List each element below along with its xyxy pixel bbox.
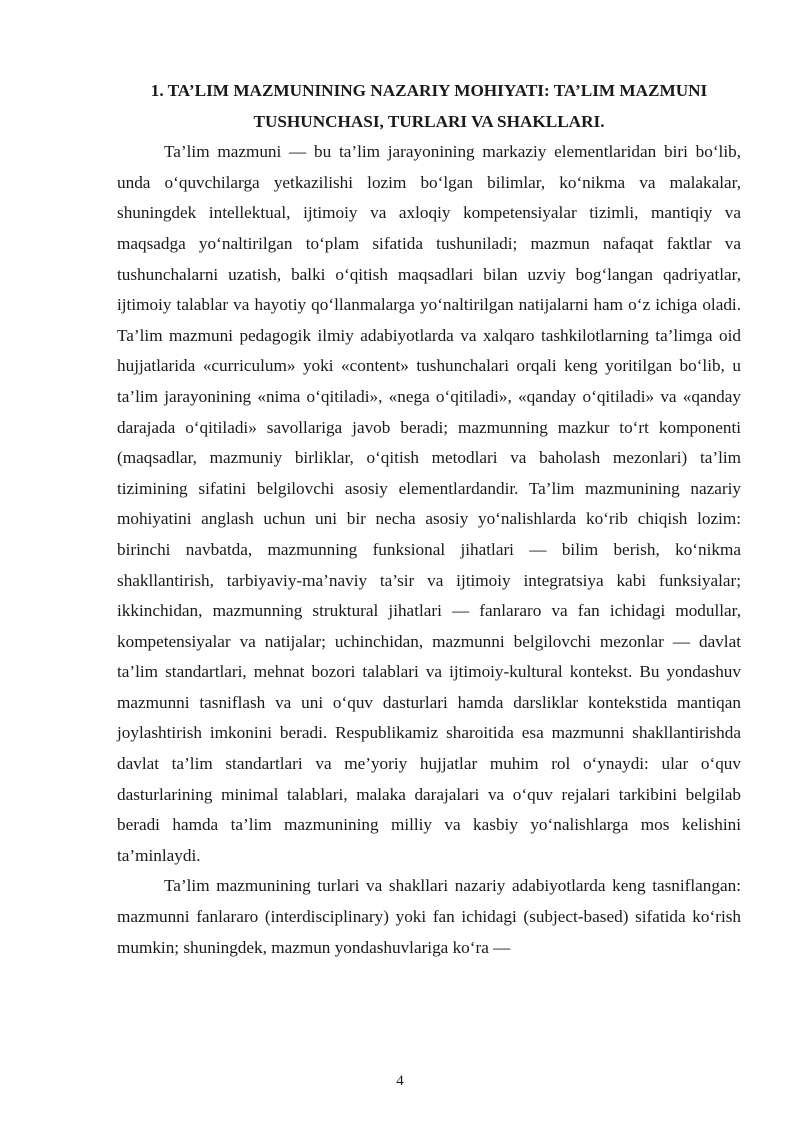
- body-paragraph-1: Ta’lim mazmuni — bu ta’lim jarayonining markaziy elementlaridan biri bo‘lib, unda o‘quvchilarga yetkazilishi lozim bo‘lgan bilimlar, ko‘nikma va malakalar, shuningdek intellektual, ijtimoiy va axloqiy kompetensiyalar tizimli, mantiqiy va maqsadga yo‘naltirilgan to‘plam sifatida tushuniladi; mazmun nafaqat faktlar va tushunchalarni uzatish, balki o‘qitish maqsadlari bilan uzviy bog‘langan qadriyatlar, ijtimoiy talablar va hayotiy qo‘llanmalarga yo‘naltirilgan natijalarni ham o‘z ichiga oladi. Ta’lim mazmuni pedagogik ilmiy adabiyotlarda va xalqaro tashkilotlarning ta’limga oid hujjatlarida «curriculum» yoki «content» tushunchalari orqali keng yoritilgan bo‘lib, u ta’lim jarayonining «nima o‘qitiladi», «nega o‘qitiladi», «qanday o‘qitiladi» va «qanday darajada o‘qitiladi» savollariga javob beradi; mazmunning mazkur to‘rt komponenti (maqsadlar, mazmuniy birliklar, o‘qitish metodlari va baholash mezonlari) ta’lim tizimining sifatini belgilovchi asosiy elementlardandir. Ta’lim mazmunining nazariy mohiyatini anglash uchun uni bir necha asosiy yo‘nalishlarda ko‘rib chiqish lozim: birinchi navbatda, mazmunning funksional jihatlari — bilim berish, ko‘nikma shakllantirish, tarbiyaviy-ma’naviy ta’sir va ijtimoiy integratsiya kabi funksiyalar; ikkinchidan, mazmunning struktural jihatlari — fanlararo va fan ichidagi modullar, kompetensiyalar va natijalar; uchinchidan, mazmunni belgilovchi mezonlar — davlat ta’lim standartlari, mehnat bozori talablari va ijtimoiy-kultural kontekst. Bu yondashuv mazmunni tasniflash va uni o‘quv dasturlari hamda darsliklar kontekstida mantiqan joylashtirish imkonini beradi. Respublikamiz sharoitida esa mazmunni shakllantirishda davlat ta’lim standartlari va me’yoriy hujjatlar muhim rol o‘ynaydi: ular o‘quv dasturlarining minimal talablari, malaka darajalari va o‘quv rejalari tarkibini belgilab beradi hamda ta’lim mazmunining milliy va kasbiy yo‘nalishlarga mos kelishini ta’minlaydi.: [117, 142, 741, 865]
- page-number: 4: [396, 1073, 404, 1089]
- body-paragraph-2: Ta’lim mazmunining turlari va shakllari nazariy adabiyotlarda keng tasniflangan: mazmunni fanlararo (interdisciplinary) yoki fan ichidagi (subject-based) sifatida ko‘rish mumkin; shuningdek, mazmun yondashuvlariga ko‘ra —: [117, 876, 741, 957]
- document-page: [117, 76, 741, 963]
- section-title: 1. TA’LIM MAZMUNINING NAZARIY MOHIYATI: TA’LIM MAZMUNI TUSHUNCHASI, TURLARI VA SHAKLLARI.: [150, 81, 708, 131]
